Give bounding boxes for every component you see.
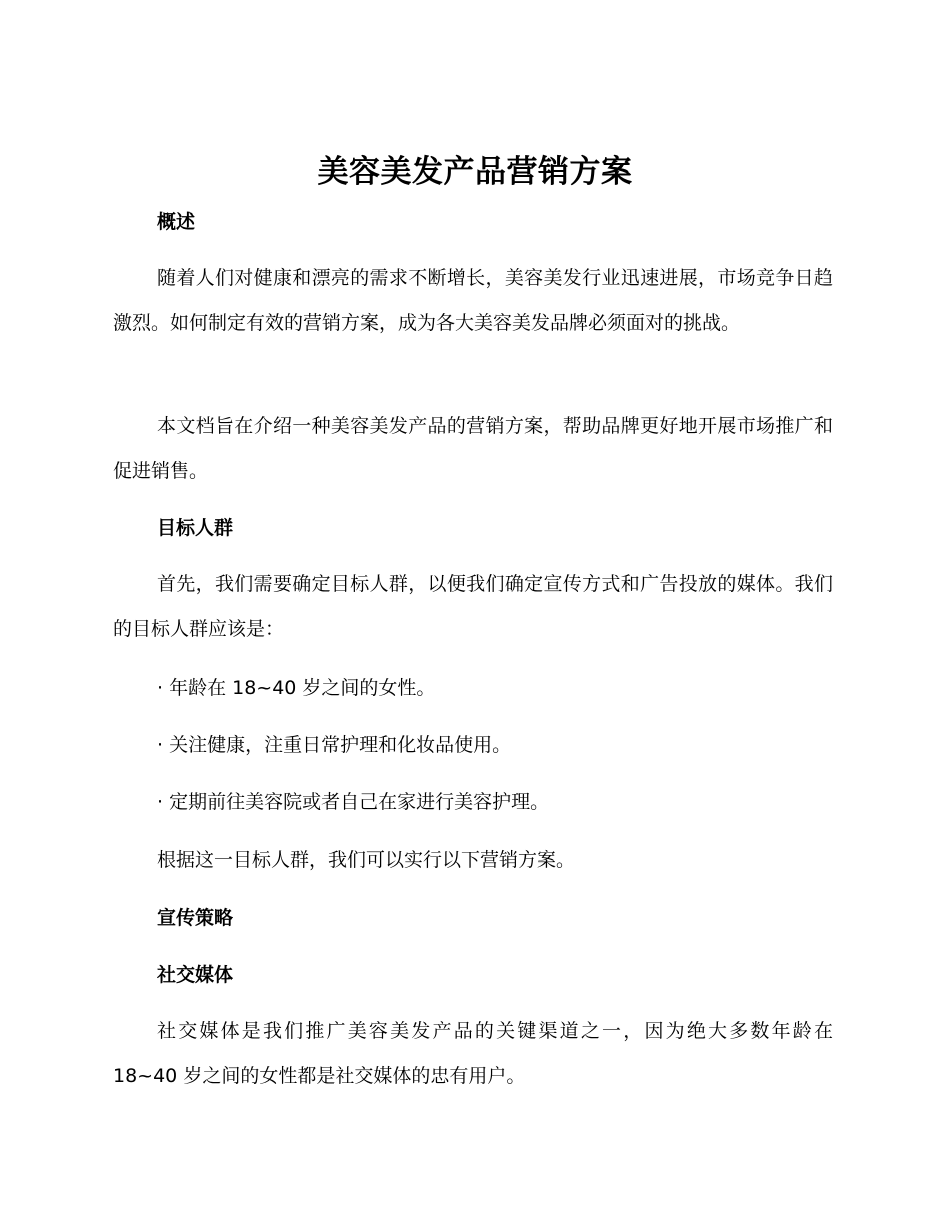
heading-overview: 概述 — [157, 211, 196, 233]
paragraph-target-2: 根据这一目标人群，我们可以实行以下营销方案。 — [157, 849, 576, 871]
paragraph-overview-1: 随着人们对健康和漂亮的需求不断增长，美容美发行业迅速进展，市场竞争日趋激烈。如何制定有效的营销方案，成为各大美容美发品牌必须面对的挑战。 — [113, 267, 833, 334]
heading-target-audience: 目标人群 — [157, 517, 234, 539]
list-item-salon: · 定期前往美容院或者自己在家进行美容护理。 — [157, 791, 550, 813]
paragraph-overview-2: 本文档旨在介绍一种美容美发产品的营销方案，帮助品牌更好地开展市场推广和促进销售。 — [113, 415, 833, 482]
paragraph-social-1: 社交媒体是我们推广美容美发产品的关键渠道之一，因为绝大多数年龄在 18~40 岁之间的女性都是社交媒体的忠有用户。 — [113, 1020, 833, 1087]
list-item-age: · 年龄在 18~40 岁之间的女性。 — [157, 677, 436, 699]
paragraph-target-1: 首先，我们需要确定目标人群，以便我们确定宣传方式和广告投放的媒体。我们的目标人群应该是： — [113, 573, 833, 640]
heading-social-media: 社交媒体 — [157, 964, 234, 986]
heading-promotion-strategy: 宣传策略 — [157, 907, 234, 929]
document-title: 美容美发产品营销方案 — [317, 154, 633, 190]
list-item-health: · 关注健康，注重日常护理和化妆品使用。 — [157, 734, 512, 756]
